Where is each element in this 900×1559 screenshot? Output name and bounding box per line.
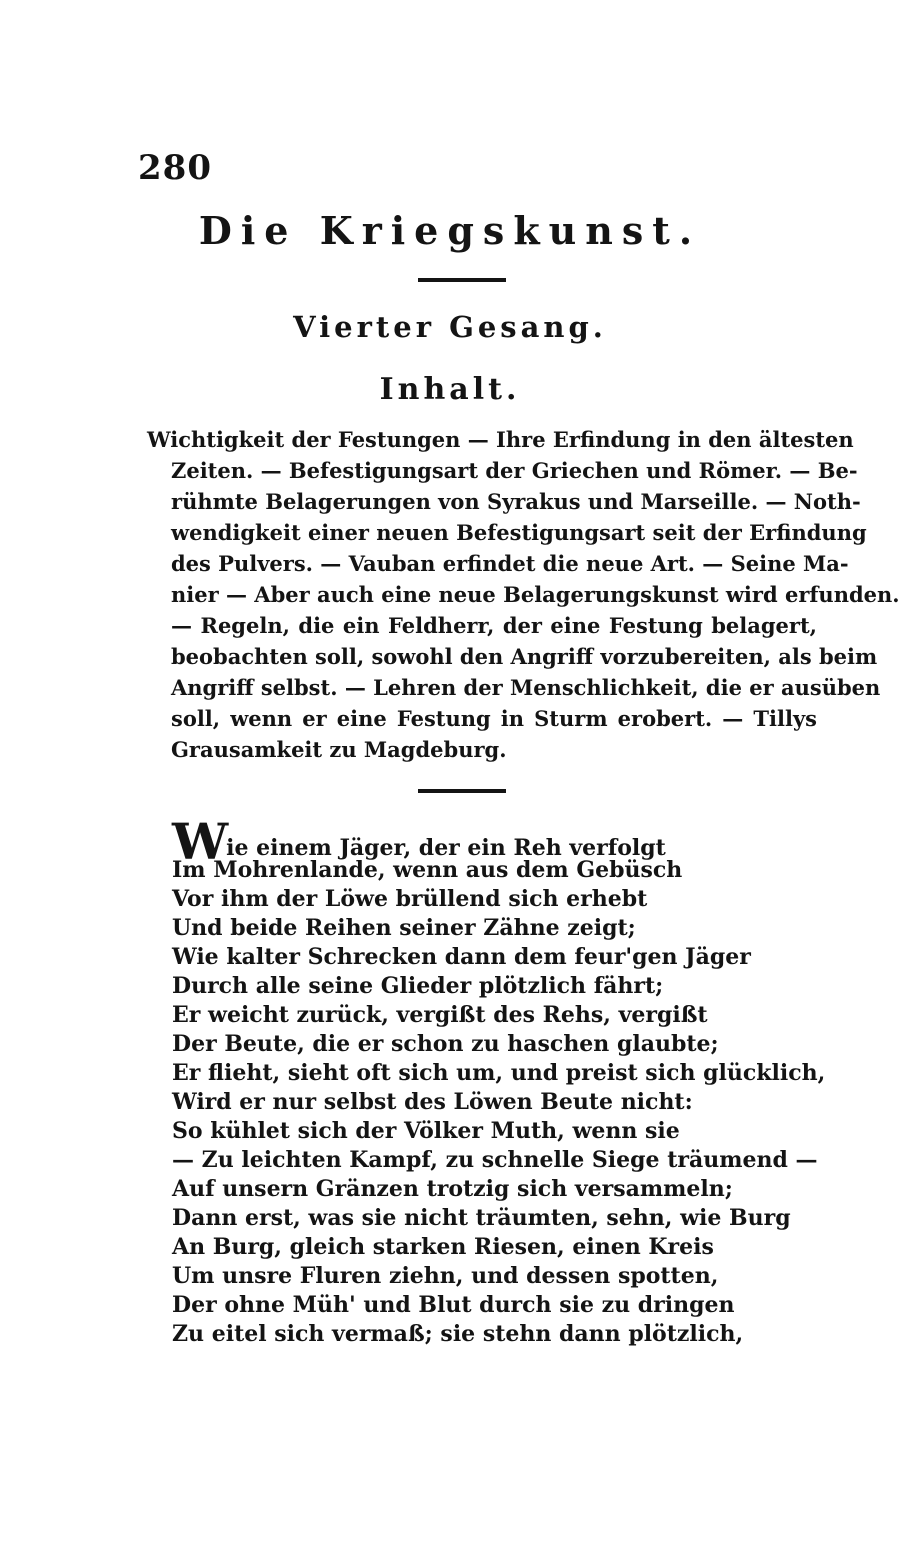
poem-verse: Der Beute, die er schon zu haschen glaubte; — [172, 1031, 719, 1057]
contents-line: Zeiten. — Befestigungsart der Griechen und Römer. — Be- — [171, 458, 858, 483]
canto-subtitle: Vierter Gesang. — [293, 310, 607, 344]
poem-verse: Dann erst, was sie nicht träumten, sehn, wie Burg — [172, 1205, 791, 1231]
poem-verse: So kühlet sich der Völker Muth, wenn sie — [172, 1118, 680, 1144]
contents-line: des Pulvers. — Vauban erfindet die neue Art. — Seine Ma- — [171, 551, 849, 576]
chapter-title: Die Kriegskunst. — [198, 208, 702, 253]
poem-verse: Auf unsern Gränzen trotzig sich versammeln; — [172, 1176, 733, 1202]
contents-line: nier — Aber auch eine neue Belagerungskunst wird erfunden. — [171, 582, 900, 607]
poem-verse: Er weicht zurück, vergißt des Rehs, vergißt — [172, 1002, 708, 1028]
poem-verse: Der ohne Müh' und Blut durch sie zu dringen — [172, 1292, 735, 1318]
contents-heading: Inhalt. — [379, 372, 521, 407]
poem-text — [172, 805, 826, 1349]
poem-verse: Zu eitel sich vermaß; sie stehn dann plötzlich, — [172, 1321, 744, 1347]
contents-summary — [147, 424, 900, 765]
contents-line: rühmte Belagerungen von Syrakus und Marseille. — Noth- — [171, 489, 861, 514]
page-number: 280 — [138, 148, 212, 188]
poem-verse: Und beide Reihen seiner Zähne zeigt; — [172, 915, 636, 941]
poem-verse: Wie kalter Schrecken dann dem feur'gen Jäger — [172, 944, 751, 970]
contents-line: beobachten soll, sowohl den Angriff vorzubereiten, als beim — [171, 644, 878, 669]
title-divider — [418, 278, 506, 282]
contents-line: — Regeln, die ein Feldherr, der eine Festung belagert, — [171, 613, 817, 638]
contents-line: Angriff selbst. — Lehren der Menschlichkeit, die er ausüben — [171, 675, 881, 700]
contents-line: wendigkeit einer neuen Befestigungsart seit der Erfindung — [171, 520, 867, 545]
poem-verse: — Zu leichten Kampf, zu schnelle Siege träumend — — [172, 1147, 818, 1173]
contents-line: Grausamkeit zu Magdeburg. — [171, 737, 507, 762]
section-divider — [418, 789, 506, 793]
poem-verse: Wird er nur selbst des Löwen Beute nicht: — [172, 1089, 693, 1115]
poem-verse: Durch alle seine Glieder plötzlich fährt; — [172, 973, 664, 999]
poem-verse: Im Mohrenlande, wenn aus dem Gebüsch — [172, 857, 683, 883]
poem-verse: An Burg, gleich starken Riesen, einen Kreis — [172, 1234, 714, 1260]
poem-verse: Er flieht, sieht oft sich um, und preist sich glücklich, — [172, 1060, 826, 1086]
poem-verse-text: ie einem Jäger, der ein Reh verfolgt — [226, 835, 666, 861]
contents-line: soll, wenn er eine Festung in Sturm erobert. — Tillys — [171, 706, 817, 731]
contents-line: Wichtigkeit der Festungen — Ihre Erfindung in den ältesten — [147, 427, 854, 452]
poem-verse: Vor ihm der Löwe brüllend sich erhebt — [172, 886, 648, 912]
poem-verse: Um unsre Fluren ziehn, und dessen spotten, — [172, 1263, 719, 1289]
drop-cap-initial: W — [172, 812, 229, 871]
